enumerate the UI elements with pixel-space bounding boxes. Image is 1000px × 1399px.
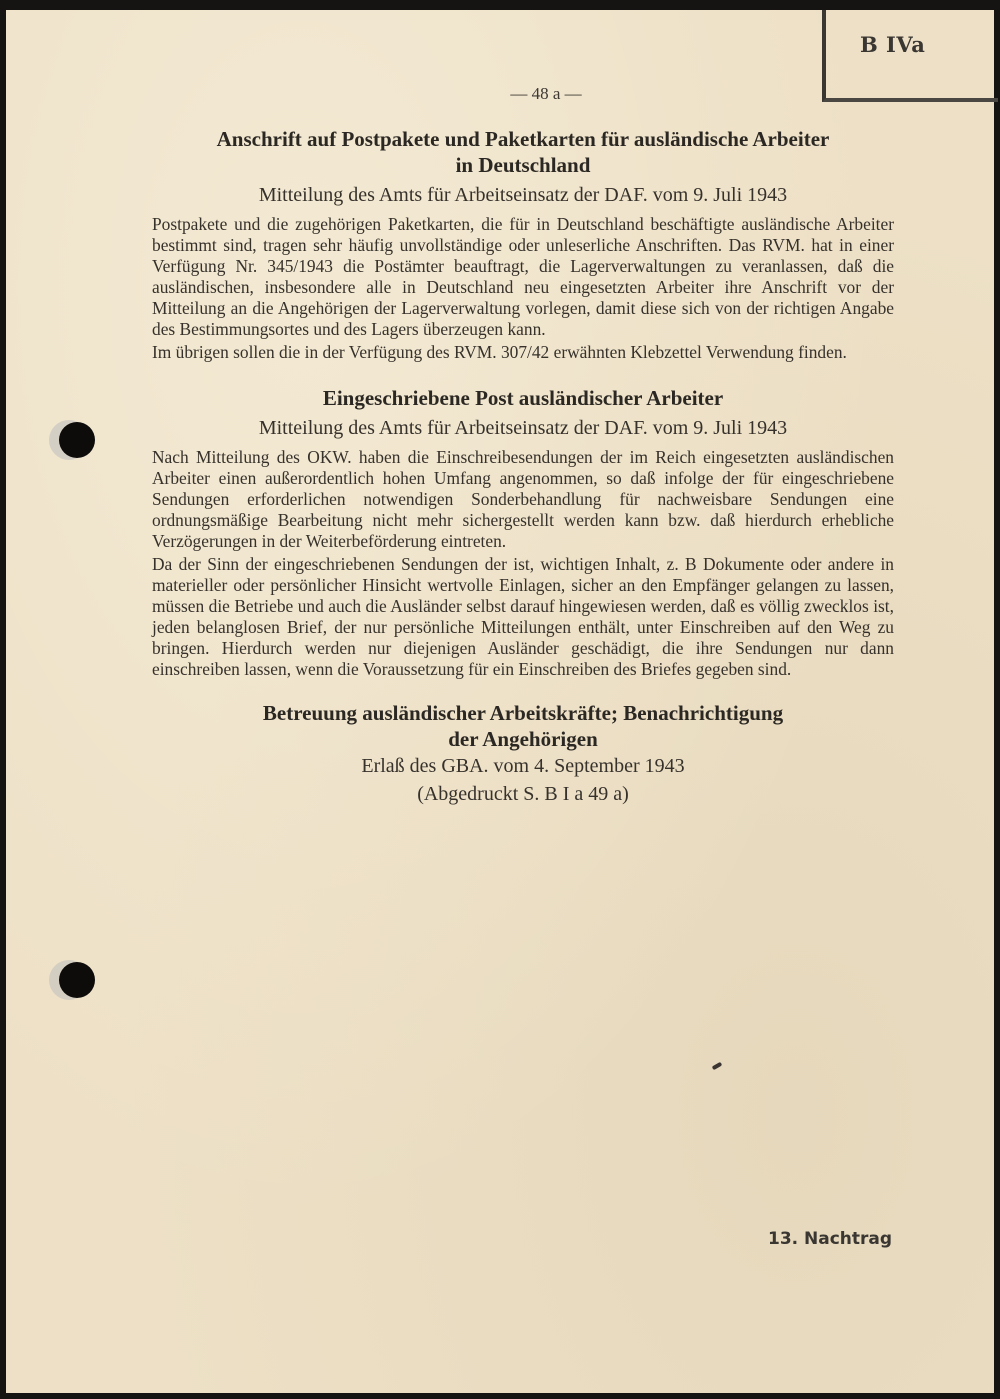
- section-tab-label: B IVa: [860, 32, 926, 57]
- section-subtitle: Mitteilung des Amts für Arbeitseinsatz der DAF. vom 9. Juli 1943: [258, 184, 788, 206]
- page-number: — 48 a —: [510, 84, 582, 103]
- body-paragraph: Postpakete und die zugehörigen Paketkarten, die für in Deutschland beschäftigte ausländische Arbeiter bestimmt sind, tragen sehr häufig unvollständige oder unleserliche Anschriften. Das RVM. hat in einer Verfügung Nr. 345/1943 die Postämter beauftragt, die Lagerverwaltungen zu veranlassen, daß die ausländischen, insbesondere alle in Deutschland neu eingesetzten Arbeiter ihre Anschrift vor der Mitteilung an die Angehörigen der Lagerverwaltung vorlegen, damit diese sich von der richtigen Angabe des Bestimmungsortes und des Lagers überzeugen kann.: [152, 214, 894, 339]
- punch-hole-icon: [59, 422, 95, 458]
- cross-reference: (Abgedruckt S. B I a 49 a): [417, 783, 629, 805]
- section-subtitle: Erlaß des GBA. vom 4. September 1943: [361, 755, 685, 777]
- body-paragraph: Da der Sinn der eingeschriebenen Sendungen der ist, wichtigen Inhalt, z. B Dokumente oder andere in materieller oder persönlicher Hinsicht wertvolle Einlagen, sicher an den Empfänger gelangen zu lassen, müssen die Betriebe und auch die Ausländer selbst darauf hingewiesen werden, daß es völlig zwecklos ist, jeden belanglosen Brief, der nur persönliche Mitteilungen enthält, unter Einschreiben auf den Weg zu bringen. Hierdurch werden nur diejenigen Ausländer geschädigt, die ihre Sendungen nur dann einschreiben lassen, wenn die Voraussetzung für ein Einschreiben des Briefes gegeben sind.: [152, 554, 894, 679]
- section-postal-addresses: [152, 126, 894, 363]
- document-body: [152, 126, 894, 808]
- ink-speck: [712, 1062, 723, 1070]
- section-title: [152, 126, 894, 178]
- section-title-line: in Deutschland: [455, 153, 591, 177]
- section-title-line: der Angehörigen: [448, 727, 598, 751]
- section-title-line: Betreuung ausländischer Arbeitskräfte; Benachrichtigung: [262, 701, 784, 725]
- body-paragraph: Im übrigen sollen die in der Verfügung des RVM. 307/42 erwähnten Klebzettel Verwendung finden.: [152, 342, 847, 362]
- section-title: [212, 700, 834, 752]
- section-title-line: Anschrift auf Postpakete und Paketkarten für ausländische Arbeiter: [216, 127, 830, 151]
- section-subtitle: Mitteilung des Amts für Arbeitseinsatz der DAF. vom 9. Juli 1943: [258, 417, 788, 439]
- section-title: [152, 385, 894, 411]
- section-care-of-workers: [152, 700, 894, 808]
- document-page: [6, 10, 994, 1393]
- body-paragraph: Nach Mitteilung des OKW. haben die Einschreibesendungen der im Reich eingesetzten ausländischen Arbeiter einen außerordentlich hohen Umfang angenommen, so daß infolge der für eingeschriebene Sendungen erforderlichen notwendigen Sonderbehandlung für nachweisbare Sendungen eine ordnungsmäßige Bearbeitung nicht mehr sichergestellt werden kann bzw. daß hierdurch erhebliche Verzögerungen in der Weiterbeförderung eintreten.: [152, 447, 894, 551]
- section-registered-mail: [152, 385, 894, 680]
- supplement-label: 13. Nachtrag: [768, 1229, 893, 1249]
- punch-hole-icon: [59, 962, 95, 998]
- section-title-line: Eingeschriebene Post ausländischer Arbeiter: [322, 386, 724, 410]
